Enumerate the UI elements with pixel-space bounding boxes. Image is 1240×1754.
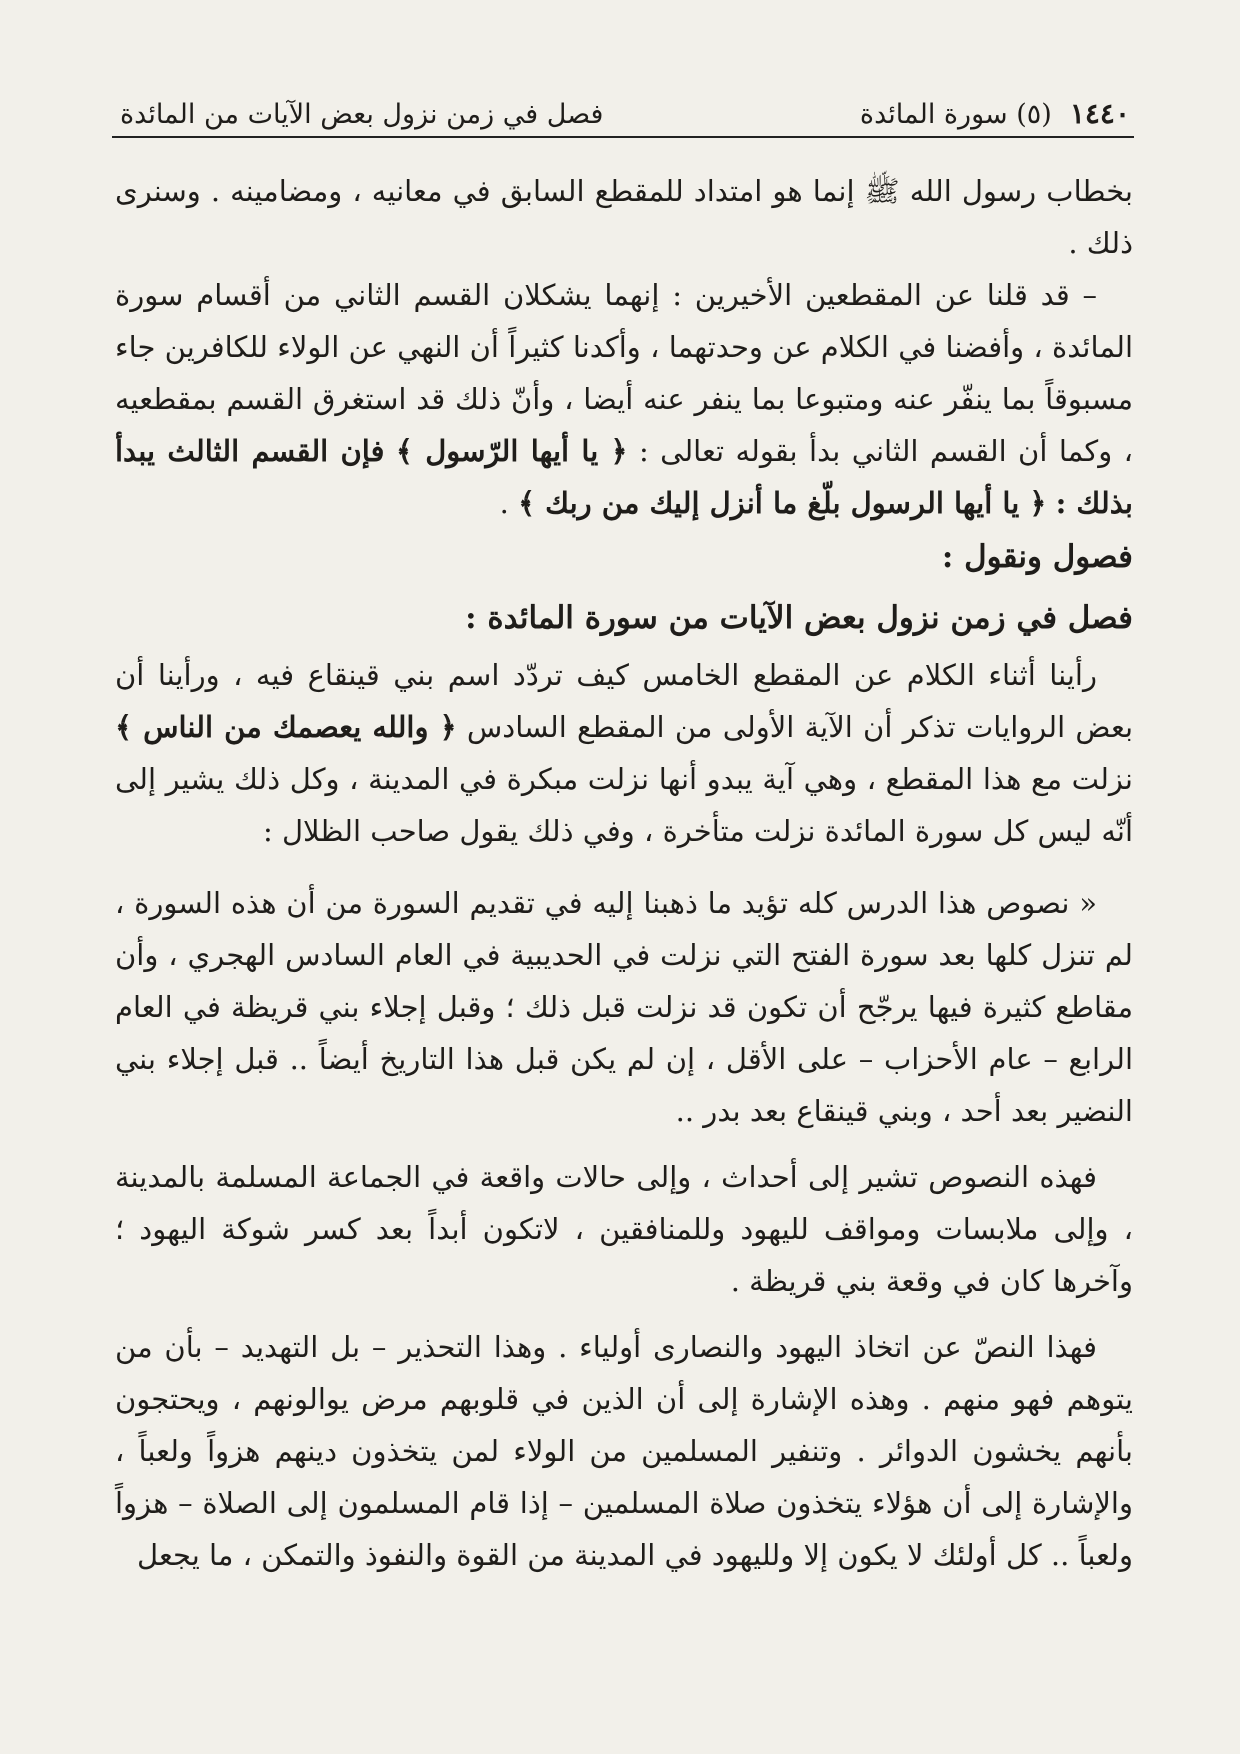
quran-quote-3: ﴿ والله يعصمك من الناس ﴾ xyxy=(115,710,457,744)
paragraph-3-text-b: نزلت مع هذا المقطع ، وهي آية يبدو أنها نزلت مبكرة في المدينة ، وكل ذلك يشير إلى أنّه ليس كل سورة المائدة نزلت متأخرة ، وفي ذلك يقول صاحب الظلال : xyxy=(115,762,1133,848)
quran-quote-2: ﴿ يا أيها الرسول بلّغ ما أنزل إليك من ربك ﴾ xyxy=(518,486,1047,520)
heading-sub: فصل في زمن نزول بعض الآيات من سورة المائدة : xyxy=(465,600,1133,636)
paragraph-3-text-a: رأينا أثناء الكلام عن المقطع الخامس كيف تردّد اسم بني قينقاع فيه ، ورأينا أن بعض الروايات تذكر أن الآية الأولى من المقطع السادس xyxy=(115,658,1134,744)
quran-quote-1: ﴿ يا أيها الرّسول ﴾ xyxy=(395,434,628,468)
quoted-passage: « نصوص هذا الدرس كله تؤيد ما ذهبنا إليه في تقديم السورة من أن هذه السورة ، لم تنزل كلها بعد سورة الفتح التي نزلت في الحديبية في العام السادس الهجري ، وأن مقاطع كثيرة فيها يرجّح أن تكون قد نزلت قبل ذلك ؛ وقبل إجلاء بني قريظة في العام الرابع – عام الأحزاب – على الأقل ، إن لم يكن قبل هذا التاريخ أيضاً .. قبل إجلاء بني النضير بعد أحد ، وبني قينقاع بعد بدر .. xyxy=(115,886,1133,1128)
section-title: فصل في زمن نزول بعض الآيات من المائدة xyxy=(120,99,604,130)
header-rule xyxy=(112,136,1134,138)
paragraph-2-text-a: – قد قلنا عن المقطعين الأخيرين : إنهما يشكلان القسم الثاني من أقسام سورة المائدة ، وأفضنا في الكلام عن وحدتهما ، وأكدنا كثيراً أن النهي عن الولاء للكافرين جاء مسبوقاً بما ينفّر عنه ومتبوعا بما ينفر عنه أيضا ، وأنّ ذلك قد استغرق القسم بمقطعيه ، وكما أن القسم الثاني بدأ بقوله تعالى : xyxy=(115,278,1134,468)
page-body xyxy=(115,165,1133,1581)
heading-main: فصول ونقول : xyxy=(941,539,1133,575)
running-header xyxy=(120,90,1130,130)
paragraph-2 xyxy=(115,269,1133,529)
paragraph-2-text-b: فإن القسم الثالث يبدأ بذلك : xyxy=(115,434,1133,520)
surah-label: (٥) سورة المائدة xyxy=(859,99,1052,130)
paragraph-6: فهذا النصّ عن اتخاذ اليهود والنصارى أولياء . وهذا التحذير – بل التهديد – بأن من يتوهم فهو منهم . وهذه الإشارة إلى أن الذين في قلوبهم مرض يوالونهم ، ويحتجون بأنهم يخشون الدوائر . وتنفير المسلمين من الولاء لمن يتخذون دينهم هزواً ولعباً ، والإشارة إلى أن هؤلاء يتخذون صلاة المسلمين – إذا قام المسلمون إلى الصلاة – هزواً ولعباً .. كل أولئك لا يكون إلا ولليهود في المدينة من القوة والنفوذ والتمكن ، ما يجعل xyxy=(115,1330,1133,1572)
paragraph-5: فهذه النصوص تشير إلى أحداث ، وإلى حالات واقعة في الجماعة المسلمة بالمدينة ، وإلى ملابسات ومواقف لليهود وللمنافقين ، لاتكون أبداً بعد كسر شوكة اليهود ؛ وآخرها كان في وقعة بني قريظة . xyxy=(115,1160,1133,1298)
header-right xyxy=(860,97,1130,130)
page-number: ١٤٤٠ xyxy=(1069,97,1130,130)
paragraph-2-end: . xyxy=(499,486,519,520)
paragraph-1: بخطاب رسول الله ﷺ إنما هو امتداد للمقطع السابق في معانيه ، ومضامينه . وسنرى ذلك . xyxy=(115,174,1133,260)
paragraph-3 xyxy=(115,649,1133,857)
